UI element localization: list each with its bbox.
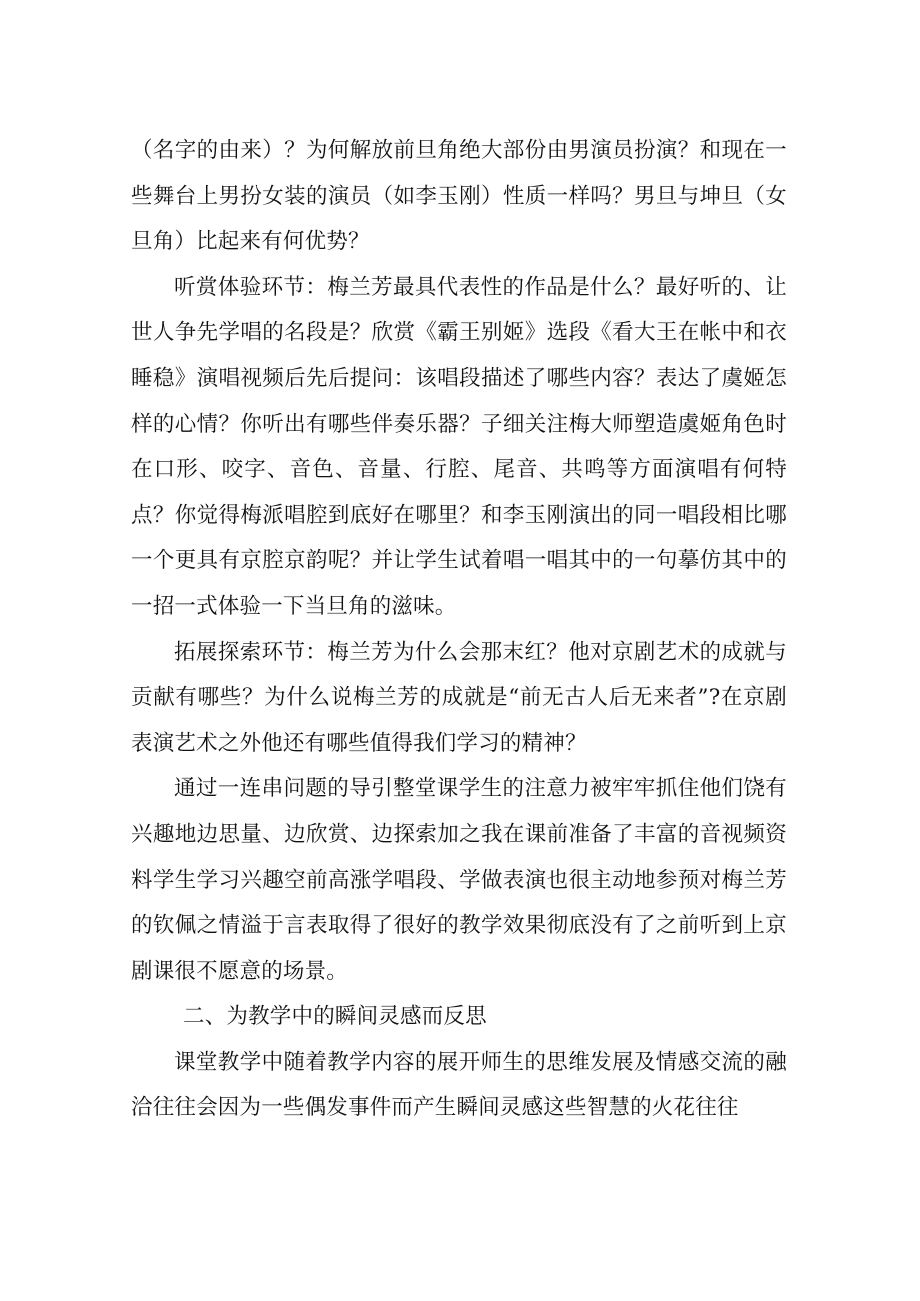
document-body — [131, 128, 787, 1131]
paragraph-listening-experience: 听赏体验环节：梅兰芳最具代表性的作品是什么？最好听的、让世人争先学唱的名段是？欣赏《霸王别姬》选段《看大王在帐中和衣睡稳》演唱视频后先后提问：该唱段描述了哪些内容？表达了虞姬怎样的心情？你听出有哪些伴奏乐器？子细关注梅大师塑造虞姬角色时在口形、咬字、音色、音量、行腔、尾音、共鸣等方面演唱有何特点？你觉得梅派唱腔到底好在哪里？和李玉刚演出的同一唱段相比哪一个更具有京腔京韵呢？并让学生试着唱一唱其中的一句摹仿其中的一招一式体验一下当旦角的滋味。 — [131, 274, 787, 619]
paragraph-teaching-effect: 通过一连串问题的导引整堂课学生的注意力被牢牢抓住他们饶有兴趣地边思量、边欣赏、边探索加之我在课前准备了丰富的音视频资料学生学习兴趣空前高涨学唱段、学做表演也很主动地参预对梅兰芳的钦佩之情溢于言表取得了很好的教学效果彻底没有了之前听到上京剧课很不愿意的场景。 — [131, 776, 787, 984]
section-heading: 二、为教学中的瞬间灵感而反思 — [183, 1004, 487, 1030]
paragraph-classroom-inspiration: 课堂教学中随着教学内容的展开师生的思维发展及情感交流的融洽往往会因为一些偶发事件而产生瞬间灵感这些智慧的火花往往 — [131, 1049, 787, 1121]
paragraph-extension-exploration: 拓展探索环节：梅兰芳为什么会那末红？他对京剧艺术的成就与贡献有哪些？为什么说梅兰芳的成就是“前无古人后无来者”?在京剧表演艺术之外他还有哪些值得我们学习的精神？ — [131, 639, 787, 756]
paragraph-origin-questions: （名字的由来）？为何解放前旦角绝大部份由男演员扮演？和现在一些舞台上男扮女装的演员（如李玉刚）性质一样吗？男旦与坤旦（女旦角）比起来有何优势？ — [131, 138, 787, 255]
